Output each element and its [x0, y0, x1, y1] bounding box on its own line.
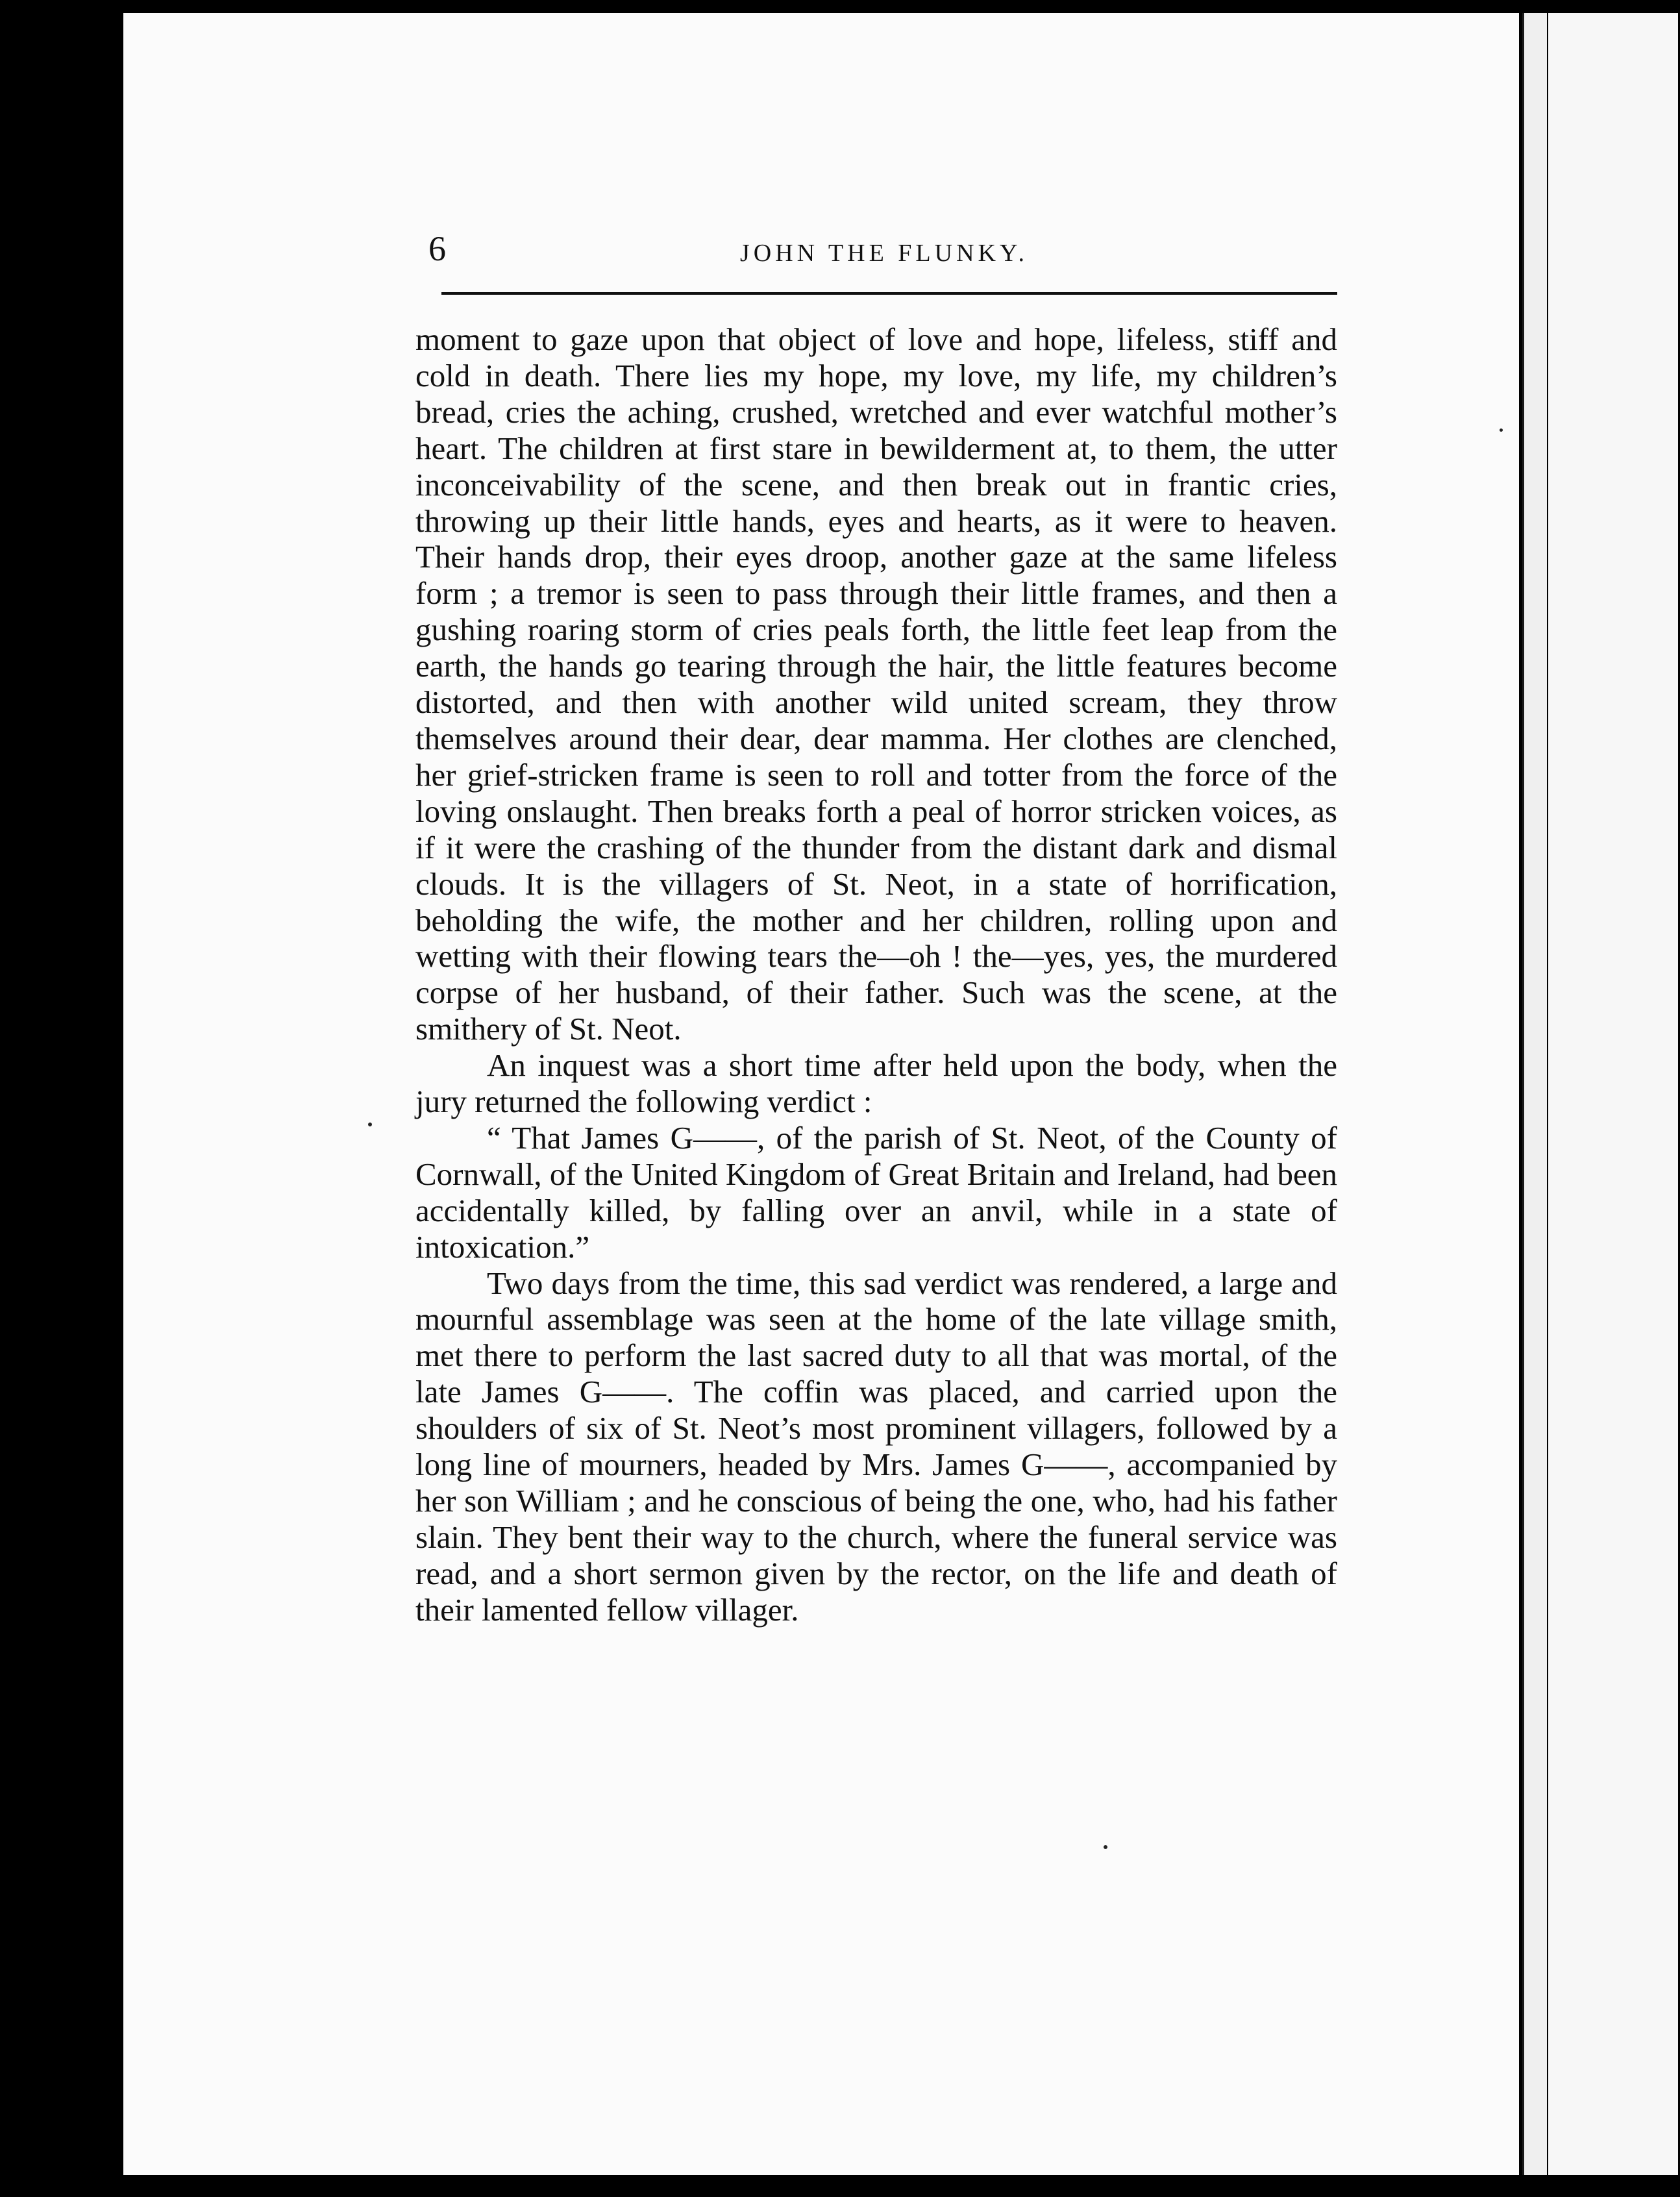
scan-speck	[368, 1123, 372, 1126]
body-text	[415, 321, 1337, 1628]
header-rule	[441, 292, 1337, 295]
paragraph-inquest: An inquest was a short time after held upon the body, when the jury returned the following verdict :	[415, 1047, 1337, 1120]
scan-speck	[1104, 1845, 1107, 1849]
page-number: 6	[428, 229, 446, 268]
running-title: JOHN THE FLUNKY.	[740, 240, 1029, 267]
scan-speck	[1500, 428, 1503, 432]
paragraph-funeral: Two days from the time, this sad verdict was rendered, a large and mournful assemblage was seen at the home of the late village smith, met there to perform the last sacred duty to all that was mortal, of the late James G——. The coffin was placed, and carried upon the shoulders of six of St. Neot’s most prominent villagers, followed by a long line of mourners, headed by Mrs. James G——, accompanied by her son William ; and he conscious of being the one, who, had his father slain. They bent their way to the church, where the funeral service was read, and a short sermon given by the rector, on the life and death of their lamented fellow villager.	[415, 1265, 1337, 1628]
paragraph-verdict: “ That James G——, of the parish of St. Neot, of the County of Cornwall, of the United Kingdom of Great Britain and Ireland, had been accidentally killed, by falling over an anvil, while in a state of intoxication.”	[415, 1119, 1337, 1265]
page-gutter	[1522, 13, 1547, 2175]
facing-page-edge	[1548, 13, 1678, 2175]
paragraph-continuation: moment to gaze upon that object of love and hope, lifeless, stiff and cold in death. There lies my hope, my love, my life, my children’s bread, cries the aching, crushed, wretched and ever watchful mother’s heart. The children at first stare in bewilderment at, to them, the utter inconceivability of the scene, and then break out in frantic cries, throwing up their little hands, eyes and hearts, as it were to heaven. Their hands drop, their eyes droop, another gaze at the same lifeless form ; a tremor is seen to pass through their little frames, and then a gushing roaring storm of cries peals forth, the little feet leap from the earth, the hands go tearing through the hair, the little features become distorted, and then with another wild united scream, they throw themselves around their dear, dear mamma. Her clothes are clenched, her grief-stricken frame is seen to roll and totter from the force of the loving onslaught. Then breaks forth a peal of horror stricken voices, as if it were the crashing of the thunder from the distant dark and dismal clouds. It is the villagers of St. Neot, in a state of horrification, beholding the wife, the mother and her children, rolling upon and wetting with their flowing tears the—oh ! the—yes, yes, the murdered corpse of her husband, of their father. Such was the scene, at the smithery of St. Neot.	[415, 321, 1337, 1047]
running-head	[428, 221, 1337, 305]
